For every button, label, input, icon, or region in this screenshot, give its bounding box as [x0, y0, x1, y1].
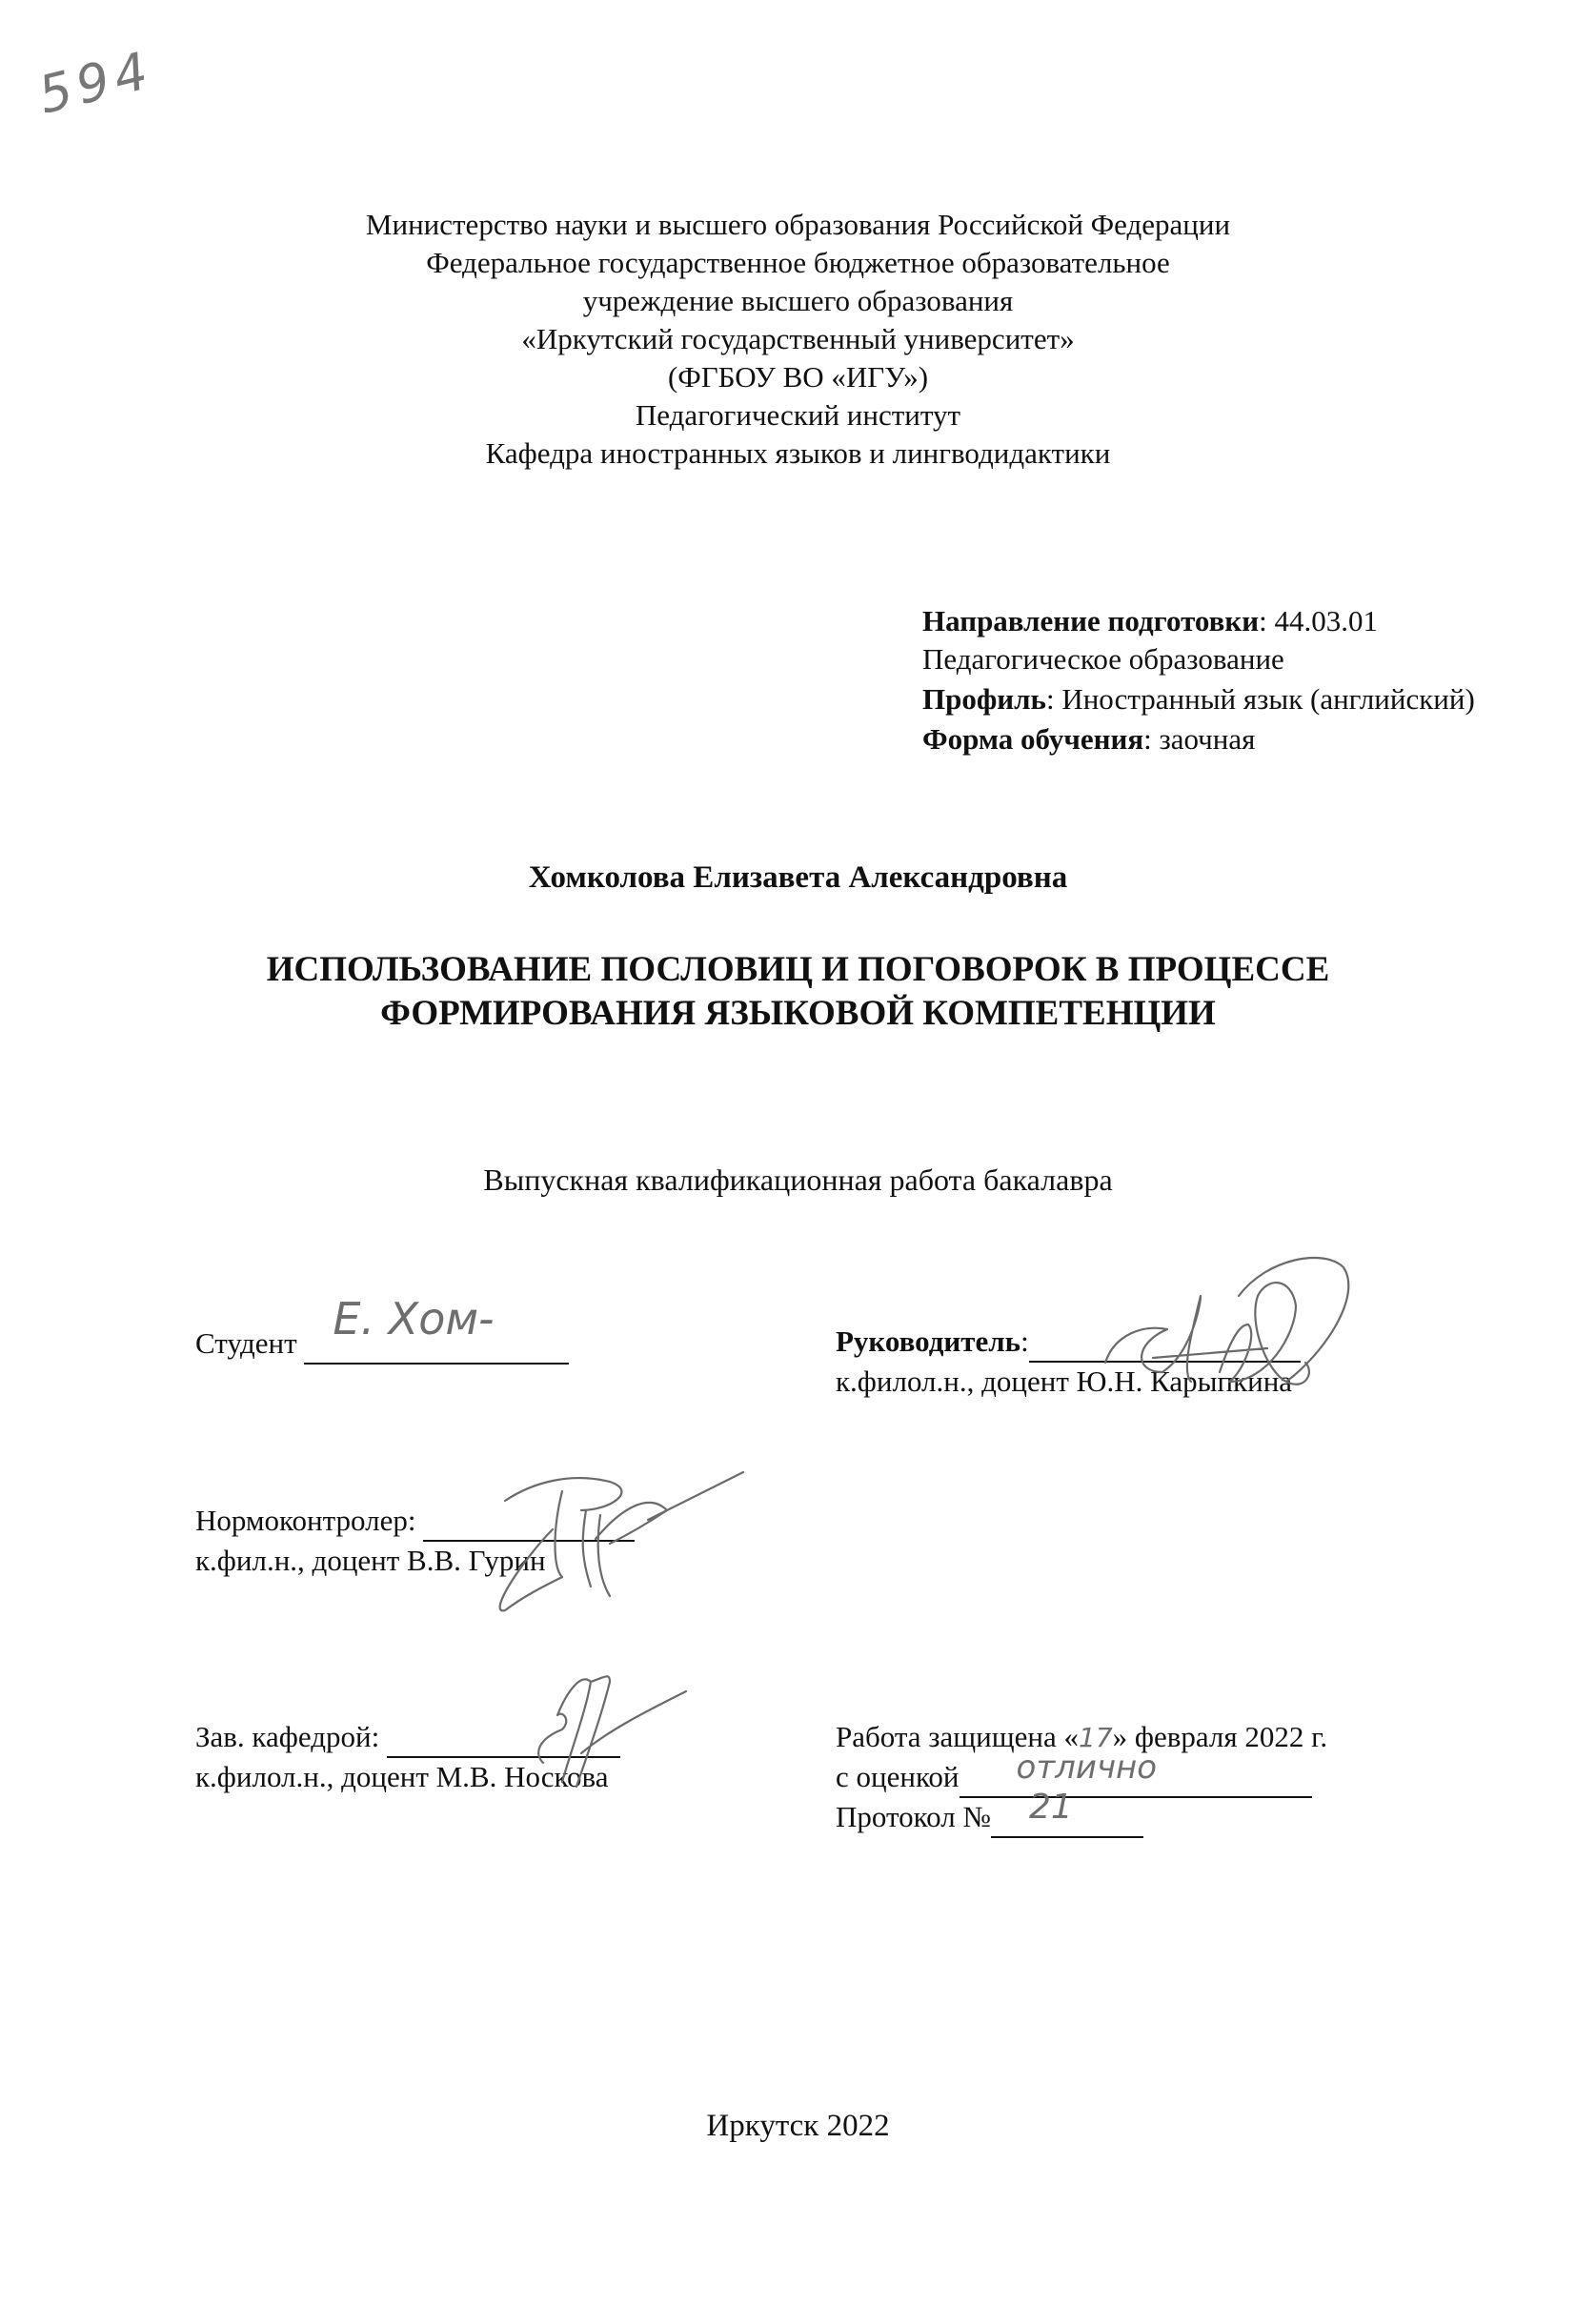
head-signature-stroke [538, 1676, 686, 1787]
supervisor-signature-stroke [1105, 1258, 1348, 1385]
defense-protocol-label: Протокол № [836, 1800, 991, 1833]
defense-grade-line [960, 1749, 1312, 1798]
study-direction-label: Направление подготовки [922, 604, 1260, 637]
header-line-ministry: Министерство науки и высшего образования Российской Федерации [365, 208, 1231, 241]
defense-date-suffix: » февраля 2022 г. [1112, 1720, 1328, 1753]
normcontrol-name: к.фил.н., доцент В.В. Гурин [195, 1544, 546, 1577]
study-direction-name: Педагогическое образование [922, 642, 1284, 676]
normcontrol-signature-stroke [500, 1472, 743, 1610]
header-line-federal: Федеральное государственное бюджетное образовательное [426, 246, 1170, 279]
city-year: Иркутск 2022 [706, 2109, 890, 2143]
defense-grade-value: отлично [1016, 1749, 1158, 1787]
thesis-title-line-1: ИСПОЛЬЗОВАНИЕ ПОСЛОВИЦ И ПОГОВОРОК В ПРОЦЕССЕ [266, 950, 1330, 989]
defense-protocol-line [991, 1788, 1143, 1838]
study-direction [922, 602, 1378, 640]
study-form [922, 720, 1255, 758]
defense-date-prefix: Работа защищена « [836, 1720, 1079, 1753]
supervisor-signature [1077, 1239, 1391, 1429]
header-line-institute: Педагогический институт [635, 398, 961, 432]
author-name: Хомколова Елизавета Александровна [528, 860, 1068, 895]
header-line-university: «Иркутский государственный университет» [521, 322, 1075, 355]
normcontrol-signature [419, 1453, 762, 1625]
head-signature [467, 1663, 715, 1806]
study-form-value: : заочная [1143, 722, 1256, 756]
study-form-label: Форма обучения [922, 722, 1144, 756]
work-type: Выпускная квалификационная работа бакалавра [483, 1163, 1113, 1197]
head-label: Зав. кафедрой: [195, 1720, 380, 1753]
study-profile [922, 680, 1475, 718]
defense-grade-label: с оценкой [836, 1760, 960, 1793]
student-row [195, 1293, 569, 1365]
defense-protocol-value: 21 [1029, 1788, 1073, 1827]
study-profile-label: Профиль [922, 682, 1046, 716]
study-direction-code: : 44.03.01 [1259, 604, 1378, 637]
student-signature-line [304, 1293, 569, 1365]
header-line-department: Кафедра иностранных языков и лингводидактики [485, 436, 1111, 470]
student-signature: Е. Хом- [333, 1293, 495, 1345]
supervisor-name: к.филол.н., доцент Ю.Н. Карыпкина [836, 1365, 1293, 1398]
defense-grade-row [836, 1749, 1312, 1798]
supervisor-label: Руководитель [836, 1324, 1021, 1358]
study-profile-value: : Иностранный язык (английский) [1045, 682, 1475, 716]
student-label: Студент [195, 1326, 297, 1360]
defense-protocol-row [836, 1788, 1143, 1838]
header-line-abbreviation: (ФГБОУ ВО «ИГУ») [667, 360, 929, 394]
header-line-institution-type: учреждение высшего образования [582, 284, 1014, 317]
handwritten-archive-number: 594 [32, 39, 159, 126]
supervisor-colon: : [1020, 1324, 1029, 1358]
defense-day: 17 [1079, 1722, 1113, 1753]
normcontrol-label: Нормоконтролер: [195, 1504, 416, 1537]
thesis-title-line-2: ФОРМИРОВАНИЯ ЯЗЫКОВОЙ КОМПЕТЕНЦИИ [380, 994, 1216, 1033]
head-name: к.филол.н., доцент М.В. Носкова [195, 1760, 609, 1793]
